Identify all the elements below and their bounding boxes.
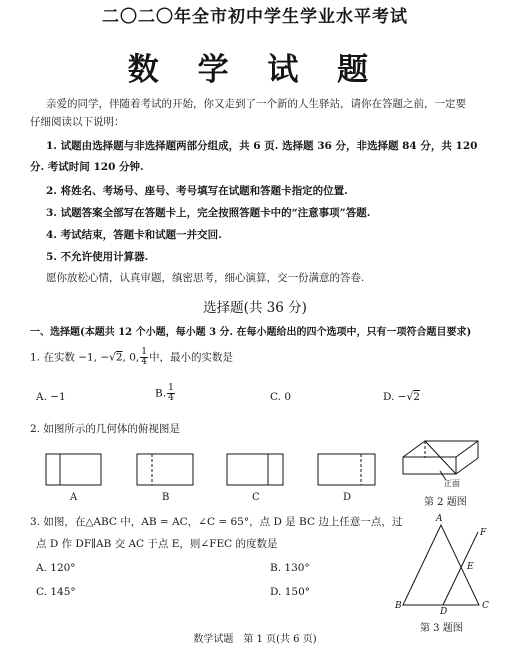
exam-title: 二〇二〇年全市初中学生学业水平考试 (102, 7, 408, 27)
q2-stem: 2. 如图所示的几何体的俯视图是 (30, 423, 180, 435)
rule-1-line-1: 1. 试题由选择题与非选择题两部分组成，共 6 页. 选择题 36 分，非选择题 84 分，共 120 (46, 140, 478, 152)
q3-point-f: F (480, 528, 487, 538)
q1-option-a: A. −1 (36, 391, 66, 403)
q3-point-a: A (436, 514, 443, 524)
q3-option-a: A. 120° (36, 562, 76, 574)
q2-label-c: C (252, 492, 260, 503)
rule-4: 4. 考试结束，答题卡和试题一并交回. (46, 229, 222, 241)
rule-5: 5. 不允许使用计算器. (46, 251, 149, 263)
q2-front-label: 正面 (444, 479, 460, 488)
q3-point-c: C (482, 601, 489, 611)
q1-frac-den: 4 (141, 357, 147, 367)
q1-option-d-prefix: D. − (383, 391, 407, 403)
q2-figure-caption: 第 2 题图 (424, 497, 467, 508)
q1-option-b-num: 1 (168, 383, 174, 393)
q1-stem-mid: , 0, (122, 351, 140, 364)
q2-label-d: D (343, 492, 352, 503)
wish-line: 愿你放松心情，认真审题，缜密思考，细心演算，交一份满意的答卷. (46, 272, 365, 284)
rule-1-line-2: 分. 考试时间 120 分钟. (30, 161, 144, 173)
q3-stem-line-2: 点 D 作 DF∥AB 交 AC 于点 E，则∠FEC 的度数是 (36, 538, 278, 550)
q3-point-d: D (440, 607, 448, 617)
greeting-line-1: 亲爱的同学，伴随着考试的开始，你又走到了一个新的人生驿站，请你在答题之前，一定要 (46, 98, 466, 110)
rule-3: 3. 试题答案全部写在答题卡上，完全按照答题卡中的“注意事项”答题. (46, 207, 371, 219)
q1-sqrt-sign: √ (109, 351, 116, 364)
q2-label-a: A (70, 492, 78, 503)
q1-stem-prefix: 1. 在实数 −1, − (30, 351, 110, 364)
q3-stem-line-1: 3. 如图，在△ABC 中，AB = AC，∠C = 65°，点 D 是 BC 边上任意一点，过 (30, 516, 403, 528)
q1-sqrt-arg: 2 (115, 351, 123, 364)
section-title: 选择题(共 36 分) (203, 300, 307, 316)
q1-option-b-prefix: B. (155, 387, 167, 400)
q2-label-b: B (162, 492, 170, 503)
greeting-line-2: 仔细阅读以下说明： (30, 116, 125, 128)
q3-point-b: B (395, 601, 402, 611)
page-footer: 数学试题 第 1 页(共 6 页) (193, 634, 317, 645)
q3-option-c: C. 145° (36, 586, 76, 598)
q1-option-c: C. 0 (270, 391, 292, 403)
q1-frac-num: 1 (141, 347, 147, 357)
rule-2: 2. 将姓名、考场号、座号、考号填写在试题和答题卡指定的位置. (46, 185, 348, 197)
q3-figure-caption: 第 3 题图 (420, 623, 463, 634)
q1-stem-suffix: 中，最小的实数是 (148, 351, 233, 364)
q3-option-d: D. 150° (270, 586, 311, 598)
q1-option-b-den: 4 (168, 393, 174, 403)
q3-option-b: B. 130° (270, 562, 310, 574)
section-instructions: 一、选择题(本题共 12 个小题，每小题 3 分. 在每小题给出的四个选项中，只有一项符合题目要求) (30, 327, 472, 338)
q1-option-d-sqrt-sign: √ (406, 391, 414, 403)
q1-option-d-sqrt-arg: 2 (413, 391, 420, 403)
subject-title: 数 学 试 题 (127, 52, 383, 88)
q3-point-e: E (467, 562, 474, 572)
